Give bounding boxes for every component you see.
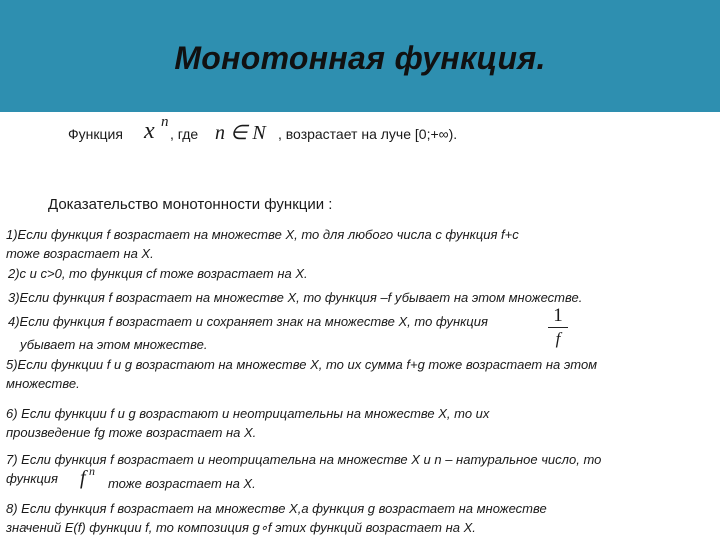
item-7-line-2-prefix: функция bbox=[6, 471, 58, 486]
item-8-line-2: значений E(f) функции f, то композиция g∘f этих функций возрастает на X. bbox=[6, 520, 476, 535]
item-7-line-1: 7) Если функция f возрастает и неотрицательна на множестве X и n – натуральное число, то bbox=[6, 452, 602, 467]
fraction-denominator: f bbox=[555, 329, 561, 348]
fraction-one-over-f bbox=[548, 306, 568, 348]
item-5-line-1: 5)Если функции f и g возрастают на множестве X, то их сумма f+g тоже возрастает на этом bbox=[6, 357, 598, 372]
formula-f-base: f bbox=[80, 467, 86, 489]
formula-n-in-N: n ∈ N bbox=[215, 122, 266, 144]
intro-where-label: , где bbox=[170, 126, 199, 142]
item-6-line-2: произведение fg тоже возрастает на X. bbox=[6, 425, 257, 440]
page-title: Монотонная функция. bbox=[174, 40, 546, 76]
proof-heading: Доказательство монотонности функции : bbox=[48, 196, 333, 213]
fraction-bar bbox=[548, 327, 568, 328]
intro-func-label: Функция bbox=[68, 126, 123, 142]
item-1-line-1: 1)Если функция f возрастает на множестве X, то для любого числа c функция f+c bbox=[6, 227, 519, 242]
item-7-line-2-suffix: тоже возрастает на X. bbox=[108, 476, 256, 491]
formula-f-exponent: n bbox=[89, 464, 95, 478]
item-8-line-1: 8) Если функция f возрастает на множестве X,а функция g возрастает на множестве bbox=[6, 501, 547, 516]
formula-x-base: x bbox=[144, 118, 155, 144]
fraction-numerator: 1 bbox=[553, 305, 563, 326]
item-5-line-2: множестве. bbox=[6, 376, 80, 391]
intro-increases-text: , возрастает на луче [0;+∞). bbox=[278, 126, 458, 142]
item-3: 3)Если функция f возрастает на множестве X, то функция –f убывает на этом множестве. bbox=[8, 290, 583, 305]
formula-x-exponent: n bbox=[161, 114, 169, 130]
item-4-line-1: 4)Если функция f возрастает и сохраняет знак на множестве X, то функция bbox=[8, 314, 488, 329]
item-2: 2)c и c>0, то функция cf тоже возрастает на X. bbox=[8, 266, 308, 281]
item-4-line-2: убывает на этом множестве. bbox=[20, 337, 208, 352]
item-6-line-1: 6) Если функции f и g возрастают и неотрицательны на множестве X, то их bbox=[6, 406, 490, 421]
item-1-line-2: тоже возрастает на X. bbox=[6, 246, 154, 261]
